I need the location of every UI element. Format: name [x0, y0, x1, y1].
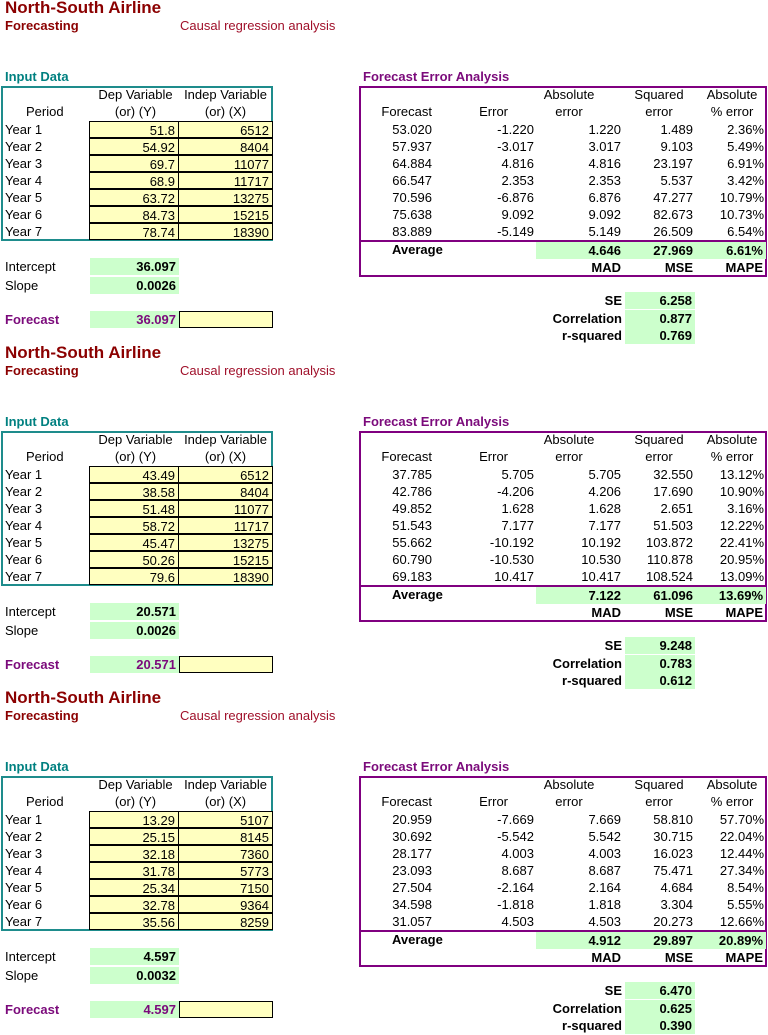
absolute-error-subheader: error [555, 104, 583, 119]
error-cell: 8.687 [501, 863, 534, 878]
mse-label: MSE [664, 950, 693, 965]
regression-block [0, 345, 768, 690]
abs-error-cell: 4.816 [588, 156, 621, 171]
period-cell: Year 2 [5, 829, 43, 844]
squared-error-subheader: error [645, 449, 673, 464]
slope-label: Slope [5, 968, 39, 983]
dep-variable-cell[interactable]: 63.72 [89, 189, 179, 206]
abs-error-cell: 4.206 [588, 484, 621, 499]
pct-error-cell: 12.44% [719, 846, 764, 861]
abs-error-cell: 7.669 [588, 812, 621, 827]
pct-error-cell: 13.09% [719, 569, 764, 584]
squared-error-header: Squared [634, 432, 684, 447]
sq-error-cell: 108.524 [646, 569, 693, 584]
forecast-cell: 83.889 [392, 224, 432, 239]
dep-variable-cell[interactable]: 69.7 [89, 155, 179, 172]
dep-variable-cell[interactable]: 13.29 [89, 811, 179, 828]
slope-value[interactable]: 0.0026 [90, 277, 179, 294]
error-analysis-label: Forecast Error Analysis [363, 759, 510, 774]
absolute-error-subheader: error [555, 794, 583, 809]
error-cell: 4.003 [501, 846, 534, 861]
forecast-cell: 42.786 [392, 484, 432, 499]
indep-variable-cell[interactable]: 11077 [178, 500, 273, 517]
average-label: Average [392, 587, 443, 602]
correlation-value[interactable]: 0.877 [625, 310, 695, 327]
forecast-cell: 30.692 [392, 829, 432, 844]
pct-error-cell: 5.55% [727, 897, 764, 912]
dep-variable-cell[interactable]: 32.18 [89, 845, 179, 862]
abs-error-cell: 3.017 [588, 139, 621, 154]
dep-variable-cell[interactable]: 43.49 [89, 466, 179, 483]
dep-variable-cell[interactable]: 58.72 [89, 517, 179, 534]
error-analysis-label: Forecast Error Analysis [363, 414, 510, 429]
pct-error-cell: 10.73% [719, 207, 764, 222]
abs-error-cell: 10.530 [581, 552, 621, 567]
error-header: Error [479, 449, 508, 464]
indep-variable-cell[interactable]: 11717 [178, 517, 273, 534]
error-cell: -3.017 [497, 139, 534, 154]
error-cell: -1.818 [497, 897, 534, 912]
indep-variable-cell[interactable]: 11717 [178, 172, 273, 189]
sq-error-cell: 16.023 [653, 846, 693, 861]
abs-error-cell: 1.628 [588, 501, 621, 516]
slope-label: Slope [5, 623, 39, 638]
sheet-subtitle: Forecasting [5, 18, 79, 33]
pct-error-cell: 10.79% [719, 190, 764, 205]
abs-error-cell: 1.818 [588, 897, 621, 912]
squared-error-subheader: error [645, 794, 673, 809]
input-data-label: Input Data [5, 69, 69, 84]
abs-error-cell: 10.417 [581, 569, 621, 584]
dep-variable-cell[interactable]: 25.34 [89, 879, 179, 896]
indep-variable-header: Indep Variable [184, 777, 267, 792]
forecast-cell: 27.504 [392, 880, 432, 895]
se-label: SE [604, 293, 622, 308]
se-value[interactable]: 9.248 [625, 637, 695, 654]
mad-label: MAD [591, 260, 621, 275]
mad-label: MAD [591, 605, 621, 620]
abs-error-cell: 1.220 [588, 122, 621, 137]
indep-variable-subheader: (or) (X) [204, 104, 247, 119]
error-cell: -6.876 [497, 190, 534, 205]
dep-variable-cell[interactable]: 32.78 [89, 896, 179, 913]
method-label: Causal regression analysis [180, 708, 336, 723]
average-pct-error: 20.89% [718, 933, 763, 948]
squared-error-header: Squared [634, 87, 684, 102]
correlation-value[interactable]: 0.783 [625, 655, 695, 672]
sq-error-cell: 17.690 [653, 484, 693, 499]
indep-variable-cell[interactable]: 13275 [178, 189, 273, 206]
dep-variable-header: Dep Variable [98, 777, 173, 792]
pct-error-header: Absolute [706, 87, 758, 102]
error-header: Error [479, 794, 508, 809]
mape-label: MAPE [725, 605, 763, 620]
abs-error-cell: 4.003 [588, 846, 621, 861]
average-sq-error: 29.897 [653, 933, 693, 948]
forecast-input-cell[interactable] [179, 656, 273, 673]
dep-variable-header: Dep Variable [98, 87, 173, 102]
period-cell: Year 3 [5, 846, 43, 861]
dep-variable-cell[interactable]: 78.74 [89, 223, 179, 240]
sq-error-cell: 58.810 [653, 812, 693, 827]
period-cell: Year 7 [5, 914, 43, 929]
r-squared-label: r-squared [562, 1018, 622, 1033]
mape-label: MAPE [725, 950, 763, 965]
forecast-cell: 20.959 [392, 812, 432, 827]
period-cell: Year 3 [5, 156, 43, 171]
sq-error-cell: 103.872 [646, 535, 693, 550]
pct-error-subheader: % error [710, 449, 754, 464]
indep-variable-cell[interactable]: 6512 [178, 466, 273, 483]
dep-variable-cell[interactable]: 79.6 [89, 568, 179, 585]
regression-block [0, 690, 768, 1035]
indep-variable-cell[interactable]: 5107 [178, 811, 273, 828]
absolute-error-header: Absolute [543, 87, 595, 102]
dep-variable-header: Dep Variable [98, 432, 173, 447]
indep-variable-cell[interactable]: 15215 [178, 206, 273, 223]
error-cell: -2.164 [497, 880, 534, 895]
dep-variable-cell[interactable]: 84.73 [89, 206, 179, 223]
forecast-cell: 31.057 [392, 914, 432, 929]
indep-variable-cell[interactable]: 8404 [178, 138, 273, 155]
dep-variable-subheader: (or) (Y) [114, 449, 157, 464]
error-header: Error [479, 104, 508, 119]
input-data-label: Input Data [5, 759, 69, 774]
absolute-error-header: Absolute [543, 432, 595, 447]
intercept-label: Intercept [5, 604, 56, 619]
intercept-label: Intercept [5, 259, 56, 274]
r-squared-value[interactable]: 0.769 [625, 327, 695, 344]
forecast-cell: 49.852 [392, 501, 432, 516]
input-data-label: Input Data [5, 414, 69, 429]
sq-error-cell: 1.489 [660, 122, 693, 137]
forecast-header: Forecast [381, 449, 432, 464]
abs-error-cell: 6.876 [588, 190, 621, 205]
dep-variable-cell[interactable]: 54.92 [89, 138, 179, 155]
error-cell: 4.503 [501, 914, 534, 929]
sq-error-cell: 32.550 [653, 467, 693, 482]
forecast-cell: 66.547 [392, 173, 432, 188]
indep-variable-subheader: (or) (X) [204, 449, 247, 464]
forecast-cell: 75.638 [392, 207, 432, 222]
period-cell: Year 7 [5, 569, 43, 584]
pct-error-cell: 13.12% [719, 467, 764, 482]
indep-variable-cell[interactable]: 18390 [178, 568, 273, 585]
r-squared-value[interactable]: 0.390 [625, 1017, 695, 1034]
abs-error-cell: 5.705 [588, 467, 621, 482]
abs-error-cell: 2.164 [588, 880, 621, 895]
sq-error-cell: 9.103 [660, 139, 693, 154]
se-value[interactable]: 6.470 [625, 982, 695, 999]
abs-error-cell: 5.542 [588, 829, 621, 844]
indep-variable-cell[interactable]: 7150 [178, 879, 273, 896]
sq-error-cell: 30.715 [653, 829, 693, 844]
forecast-header: Forecast [381, 104, 432, 119]
forecast-input-cell[interactable] [179, 311, 273, 328]
period-cell: Year 5 [5, 880, 43, 895]
error-cell: 4.816 [501, 156, 534, 171]
forecast-header: Forecast [381, 794, 432, 809]
period-header: Period [26, 449, 64, 464]
error-cell: -4.206 [497, 484, 534, 499]
pct-error-cell: 12.66% [719, 914, 764, 929]
pct-error-header: Absolute [706, 432, 758, 447]
forecast-cell: 37.785 [392, 467, 432, 482]
forecast-value[interactable]: 36.097 [90, 311, 179, 328]
pct-error-cell: 5.49% [727, 139, 764, 154]
forecast-cell: 55.662 [392, 535, 432, 550]
sq-error-cell: 5.537 [660, 173, 693, 188]
sq-error-cell: 20.273 [653, 914, 693, 929]
indep-variable-cell[interactable]: 5773 [178, 862, 273, 879]
period-header: Period [26, 794, 64, 809]
average-pct-error: 13.69% [718, 588, 763, 603]
error-cell: -5.542 [497, 829, 534, 844]
correlation-label: Correlation [552, 311, 622, 326]
error-cell: 2.353 [501, 173, 534, 188]
pct-error-cell: 27.34% [719, 863, 764, 878]
mse-label: MSE [664, 605, 693, 620]
indep-variable-cell[interactable]: 9364 [178, 896, 273, 913]
forecast-cell: 28.177 [392, 846, 432, 861]
period-cell: Year 1 [5, 122, 43, 137]
sq-error-cell: 4.684 [660, 880, 693, 895]
se-label: SE [604, 638, 622, 653]
error-cell: -7.669 [497, 812, 534, 827]
forecast-label: Forecast [5, 1002, 60, 1017]
average-abs-error: 7.122 [588, 588, 621, 603]
indep-variable-header: Indep Variable [184, 87, 267, 102]
intercept-value[interactable]: 36.097 [90, 258, 179, 275]
error-analysis-label: Forecast Error Analysis [363, 69, 510, 84]
average-abs-error: 4.912 [588, 933, 621, 948]
absolute-error-header: Absolute [543, 777, 595, 792]
period-cell: Year 3 [5, 501, 43, 516]
abs-error-cell: 10.192 [581, 535, 621, 550]
abs-error-cell: 9.092 [588, 207, 621, 222]
pct-error-subheader: % error [710, 794, 754, 809]
sq-error-cell: 82.673 [653, 207, 693, 222]
pct-error-cell: 8.54% [727, 880, 764, 895]
period-header: Period [26, 104, 64, 119]
sheet-title: North-South Airline [5, 343, 162, 362]
pct-error-cell: 22.41% [719, 535, 764, 550]
error-cell: -10.192 [489, 535, 534, 550]
pct-error-header: Absolute [706, 777, 758, 792]
indep-variable-cell[interactable]: 8145 [178, 828, 273, 845]
indep-variable-cell[interactable]: 18390 [178, 223, 273, 240]
dep-variable-cell[interactable]: 51.48 [89, 500, 179, 517]
sq-error-cell: 110.878 [646, 552, 693, 567]
error-cell: -5.149 [497, 224, 534, 239]
pct-error-cell: 6.54% [727, 224, 764, 239]
average-abs-error: 4.646 [588, 243, 621, 258]
period-cell: Year 1 [5, 812, 43, 827]
indep-variable-subheader: (or) (X) [204, 794, 247, 809]
forecast-label: Forecast [5, 312, 60, 327]
period-cell: Year 2 [5, 139, 43, 154]
abs-error-cell: 4.503 [588, 914, 621, 929]
pct-error-cell: 10.90% [719, 484, 764, 499]
dep-variable-subheader: (or) (Y) [114, 794, 157, 809]
period-cell: Year 6 [5, 207, 43, 222]
average-pct-error: 6.61% [726, 243, 763, 258]
indep-variable-cell[interactable]: 15215 [178, 551, 273, 568]
dep-variable-cell[interactable]: 50.26 [89, 551, 179, 568]
sq-error-cell: 26.509 [653, 224, 693, 239]
forecast-cell: 60.790 [392, 552, 432, 567]
indep-variable-cell[interactable]: 6512 [178, 121, 273, 138]
method-label: Causal regression analysis [180, 18, 336, 33]
sheet-subtitle: Forecasting [5, 708, 79, 723]
sq-error-cell: 2.651 [660, 501, 693, 516]
se-value[interactable]: 6.258 [625, 292, 695, 309]
sheet-subtitle: Forecasting [5, 363, 79, 378]
average-sq-error: 61.096 [653, 588, 693, 603]
error-cell: -1.220 [497, 122, 534, 137]
intercept-label: Intercept [5, 949, 56, 964]
forecast-value[interactable]: 20.571 [90, 656, 179, 673]
period-cell: Year 5 [5, 190, 43, 205]
forecast-value[interactable]: 4.597 [90, 1001, 179, 1018]
absolute-error-subheader: error [555, 449, 583, 464]
dep-variable-cell[interactable]: 45.47 [89, 534, 179, 551]
period-cell: Year 2 [5, 484, 43, 499]
pct-error-cell: 20.95% [719, 552, 764, 567]
period-cell: Year 5 [5, 535, 43, 550]
sheet-title: North-South Airline [5, 688, 162, 707]
error-cell: -10.530 [489, 552, 534, 567]
indep-variable-cell[interactable]: 13275 [178, 534, 273, 551]
se-label: SE [604, 983, 622, 998]
dep-variable-cell[interactable]: 51.8 [89, 121, 179, 138]
forecast-cell: 57.937 [392, 139, 432, 154]
pct-error-cell: 22.04% [719, 829, 764, 844]
slope-label: Slope [5, 278, 39, 293]
dep-variable-cell[interactable]: 25.15 [89, 828, 179, 845]
correlation-label: Correlation [552, 656, 622, 671]
indep-variable-cell[interactable]: 11077 [178, 155, 273, 172]
forecast-cell: 70.596 [392, 190, 432, 205]
pct-error-cell: 2.36% [727, 122, 764, 137]
indep-variable-cell[interactable]: 8404 [178, 483, 273, 500]
slope-value[interactable]: 0.0032 [90, 967, 179, 984]
squared-error-header: Squared [634, 777, 684, 792]
dep-variable-cell[interactable]: 68.9 [89, 172, 179, 189]
forecast-cell: 34.598 [392, 897, 432, 912]
forecast-cell: 69.183 [392, 569, 432, 584]
abs-error-cell: 2.353 [588, 173, 621, 188]
period-cell: Year 4 [5, 863, 43, 878]
intercept-value[interactable]: 20.571 [90, 603, 179, 620]
dep-variable-cell[interactable]: 31.78 [89, 862, 179, 879]
squared-error-subheader: error [645, 104, 673, 119]
period-cell: Year 1 [5, 467, 43, 482]
error-cell: 10.417 [494, 569, 534, 584]
dep-variable-cell[interactable]: 35.56 [89, 913, 179, 930]
average-sq-error: 27.969 [653, 243, 693, 258]
abs-error-cell: 5.149 [588, 224, 621, 239]
r-squared-value[interactable]: 0.612 [625, 672, 695, 689]
forecast-cell: 23.093 [392, 863, 432, 878]
error-cell: 9.092 [501, 207, 534, 222]
period-cell: Year 6 [5, 897, 43, 912]
r-squared-label: r-squared [562, 673, 622, 688]
pct-error-cell: 3.16% [727, 501, 764, 516]
forecast-input-cell[interactable] [179, 1001, 273, 1018]
sq-error-cell: 51.503 [653, 518, 693, 533]
sq-error-cell: 47.277 [653, 190, 693, 205]
r-squared-label: r-squared [562, 328, 622, 343]
mape-label: MAPE [725, 260, 763, 275]
mse-label: MSE [664, 260, 693, 275]
mad-label: MAD [591, 950, 621, 965]
sq-error-cell: 3.304 [660, 897, 693, 912]
pct-error-cell: 12.22% [719, 518, 764, 533]
abs-error-cell: 7.177 [588, 518, 621, 533]
period-cell: Year 6 [5, 552, 43, 567]
period-cell: Year 4 [5, 173, 43, 188]
indep-variable-cell[interactable]: 8259 [178, 913, 273, 930]
error-cell: 5.705 [501, 467, 534, 482]
pct-error-subheader: % error [710, 104, 754, 119]
forecast-cell: 51.543 [392, 518, 432, 533]
intercept-value[interactable]: 4.597 [90, 948, 179, 965]
regression-block [0, 0, 768, 345]
error-cell: 7.177 [501, 518, 534, 533]
period-cell: Year 4 [5, 518, 43, 533]
sheet-title: North-South Airline [5, 0, 162, 17]
abs-error-cell: 8.687 [588, 863, 621, 878]
dep-variable-cell[interactable]: 38.58 [89, 483, 179, 500]
method-label: Causal regression analysis [180, 363, 336, 378]
forecast-label: Forecast [5, 657, 60, 672]
slope-value[interactable]: 0.0026 [90, 622, 179, 639]
correlation-label: Correlation [552, 1001, 622, 1016]
pct-error-cell: 6.91% [727, 156, 764, 171]
average-label: Average [392, 932, 443, 947]
pct-error-cell: 57.70% [719, 812, 764, 827]
sq-error-cell: 23.197 [653, 156, 693, 171]
error-cell: 1.628 [501, 501, 534, 516]
indep-variable-cell[interactable]: 7360 [178, 845, 273, 862]
forecast-cell: 53.020 [392, 122, 432, 137]
period-cell: Year 7 [5, 224, 43, 239]
correlation-value[interactable]: 0.625 [625, 1000, 695, 1017]
average-label: Average [392, 242, 443, 257]
forecast-cell: 64.884 [392, 156, 432, 171]
indep-variable-header: Indep Variable [184, 432, 267, 447]
pct-error-cell: 3.42% [727, 173, 764, 188]
dep-variable-subheader: (or) (Y) [114, 104, 157, 119]
sq-error-cell: 75.471 [653, 863, 693, 878]
